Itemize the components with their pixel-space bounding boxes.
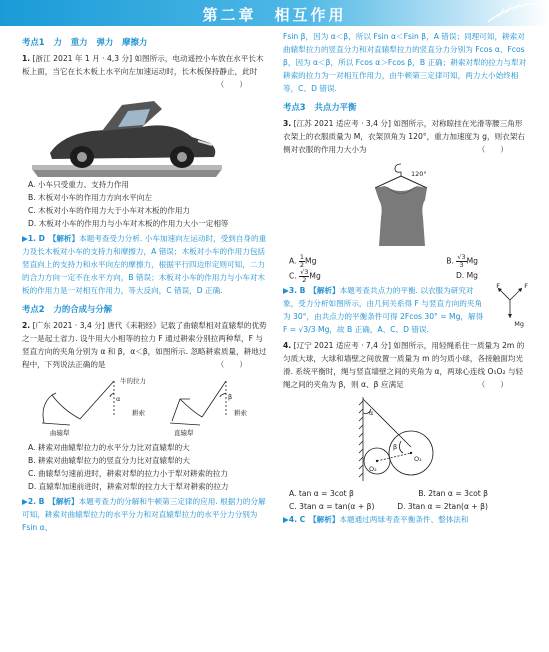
label-o2: O₂	[369, 465, 377, 473]
kd1-topic: 弹力	[96, 37, 114, 47]
answer-4	[283, 513, 528, 526]
option-c: C. $\frac{√3}{2}$ Mg	[289, 268, 321, 284]
label-straight-plow: 直辕犁	[174, 429, 194, 437]
answer-blank: （ ）	[216, 80, 247, 89]
label-weight: Mg	[514, 320, 524, 328]
two-balls-diagram	[283, 395, 528, 483]
option-d: D. 木板对小车的作用力与小车对木板的作用力大小一定相等	[28, 219, 229, 228]
question-3	[283, 117, 528, 156]
kd2-topic: 力的合成与分解	[53, 304, 113, 314]
label-pull-force: 牛的拉力	[120, 377, 146, 385]
kd1-topic: 重力	[70, 37, 88, 47]
option-a: A. tan α = 3cot β	[289, 489, 354, 498]
option-c: C. 曲辕犁匀速前进时，耕索对犁的拉力小于犁对耕索的拉力	[28, 469, 228, 478]
question-stem: [江苏 2021 适应考 · 3,4 分] 如图所示，对称晾挂在光滑等腰三角形衣架上的衣服质量为 M，衣架顶角为 120°，重力加速度为 g，则衣架右侧对衣服的作用力大小为	[283, 119, 525, 154]
label-o1: O₁	[414, 455, 422, 463]
chapter-header	[0, 0, 549, 26]
label-angle: 120°	[411, 170, 427, 178]
answer-2	[22, 495, 267, 534]
question-4	[283, 339, 528, 391]
question-stem: [辽宁 2021 适应考 · 7,4 分] 如图所示，用轻绳系住一质量为 2m 的匀质大球，大球和墙壁之间放置一质量为 m 的匀质小球，各接触面均光滑. 系统平衡时，绳与竖直墙壁之间的夹角为 α，两球心连线 O₁O₂ 与轻绳之间的夹角为 β，则 α、β 应满足	[283, 341, 525, 389]
right-column	[283, 30, 528, 526]
question-1	[22, 52, 267, 89]
kd3-label: 考点3	[283, 102, 306, 112]
answer-blank: （ ）	[477, 380, 508, 389]
section-heading-kd3	[283, 101, 528, 114]
label-rope-1: 耕索	[132, 409, 145, 417]
option-d: D. Mg	[455, 271, 478, 280]
label-alpha: α	[116, 395, 121, 403]
question-stem: [广东 2021 · 3,4 分] 唐代《耒耜经》记载了曲辕犁相对直辕犁的优势之一是起土省力. 设牛用大小相等的拉力 F 通过耕索分别拉两种犁，F 与竖直方向的夹角分别为 α 和 β，α＜β，如图所示. 忽略耕索质量，耕地过程中，下列说法正确的是	[22, 321, 267, 369]
option-c: C. 木板对小车的作用力大于小车对木板的作用力	[28, 206, 191, 215]
section-heading-kd1	[22, 36, 267, 49]
kd3-topic: 共点力平衡	[314, 102, 357, 112]
hanger-figure	[283, 160, 528, 250]
answer-text: 本题考查受力分析. 小车加速向左运动时，受到自身的重力及长木板对小车的支持力和摩擦力，A 错误；木板对小车的作用力包括竖直向上的支持力和水平向左的摩擦力，根据平行四边形定则可知，二力的合力方向一定不在水平方向，B 错误；木板对小车的作用力与小车对木板的作用力是一对相互作用力，等大反向，C 错误，D 正确.	[22, 234, 267, 295]
answer-2-continued: Fsin β，因为 α＜β，所以 Fsin α＜Fsin β，A 错误；同理可知，耕索对曲辕犁拉力的竖直分力和对直辕犁拉力的竖直分力分别为 Fcos α、Fcos β，因为 α＜β，所以 Fcos α＞Fcos β，B 正确；耕索对犁的拉力与犁对耕索的拉力为一对相互作用力，由牛顿第三定律可知，两力大小始终相等，C、D 错误.	[283, 32, 527, 93]
option-d: D. 直辕犁加速前进时，耕索对犁的拉力大于犁对耕索的拉力	[28, 482, 229, 491]
option-b: B. $\frac{√3}{3}$ Mg	[446, 253, 478, 269]
question-stem: [浙江 2021 年 1 月 · 4,3 分] 如图所示，电动遥控小车放在水平长木板上面，当它在长木板上水平向左加速运动时，长木板保持静止，此时	[22, 54, 264, 76]
label-force-left: F	[496, 282, 500, 290]
answer-tag: ▶3. B 【解析】	[283, 286, 340, 295]
answer-1	[22, 232, 267, 297]
label-beta: β	[393, 443, 398, 451]
option-a: A. $\frac{1}{2}$ Mg	[289, 253, 317, 269]
options-row-cd	[283, 269, 528, 284]
option-d: D. 3tan α = 2tan(α + β)	[397, 502, 488, 511]
options-row-ab	[283, 487, 528, 500]
kd1-label: 考点1	[22, 37, 45, 47]
question-number: 1.	[22, 54, 31, 63]
balls-figure	[283, 395, 528, 483]
answer-blank: （ ）	[216, 360, 247, 369]
label-force-right: F	[524, 282, 528, 290]
label-rope-2: 耕索	[234, 409, 247, 417]
hanger-shirt-image	[283, 160, 528, 250]
answer-blank: （ ）	[477, 145, 508, 154]
feather-decoration-icon	[483, 2, 543, 24]
kd1-topic: 力	[53, 37, 62, 47]
answer-text: 本题通过两球考查平衡条件、整体法和	[339, 515, 469, 524]
question-number: 3.	[283, 119, 292, 128]
option-a: A. 小车只受重力、支持力作用	[28, 180, 130, 189]
remote-car-image	[22, 91, 232, 183]
option-b: B. 木板对小车的作用力方向水平向左	[28, 193, 152, 202]
option-a: A. 耕索对曲辕犁拉力的水平分力比对直辕犁的大	[28, 443, 190, 452]
car-figure	[22, 82, 267, 174]
plow-figure	[22, 375, 267, 437]
answer-text: 本题考查共点力的平衡. 以衣服为研究对象，受力分析如图所示，由几何关系得 F 与竖直方向的夹角为 30°，由共点力的平衡条件可得 2Fcos 30° = Mg，解得 F = √3/3 Mg，故 B 正确，A、C、D 错误.	[283, 286, 484, 334]
option-b: B. 2tan α = 3cot β	[418, 489, 488, 498]
left-column	[22, 30, 267, 534]
label-curved-plow: 曲辕犁	[50, 429, 70, 437]
question-number: 4.	[283, 341, 292, 350]
answer-tag: ▶4. C 【解析】	[283, 515, 340, 524]
answer-text: 本题考查力的分解和牛顿第三定律的应用. 根据力的分解可知，耕索对曲辕犁拉力的水平分力和对直辕犁拉力的水平分力分别为 Fsin α、	[22, 497, 266, 532]
options-row-cd	[283, 500, 528, 513]
option-c: C. 3tan α = tan(α + β)	[289, 502, 375, 511]
options-row-ab	[283, 254, 528, 269]
option-b: B. 耕索对曲辕犁拉力的竖直分力比对直辕犁的大	[28, 456, 190, 465]
question-number: 2.	[22, 321, 31, 330]
label-alpha: α	[369, 409, 374, 417]
chapter-title: 第二章 相互作用	[202, 6, 347, 24]
section-heading-kd2	[22, 303, 267, 316]
kd1-topic: 摩擦力	[122, 37, 148, 47]
label-beta: β	[228, 393, 233, 401]
kd2-label: 考点2	[22, 304, 45, 314]
question-2	[22, 319, 267, 371]
answer-tag: ▶1. D 【解析】	[22, 234, 80, 243]
answer-tag: ▶2. B 【解析】	[22, 497, 79, 506]
answer-3-block	[283, 284, 528, 336]
